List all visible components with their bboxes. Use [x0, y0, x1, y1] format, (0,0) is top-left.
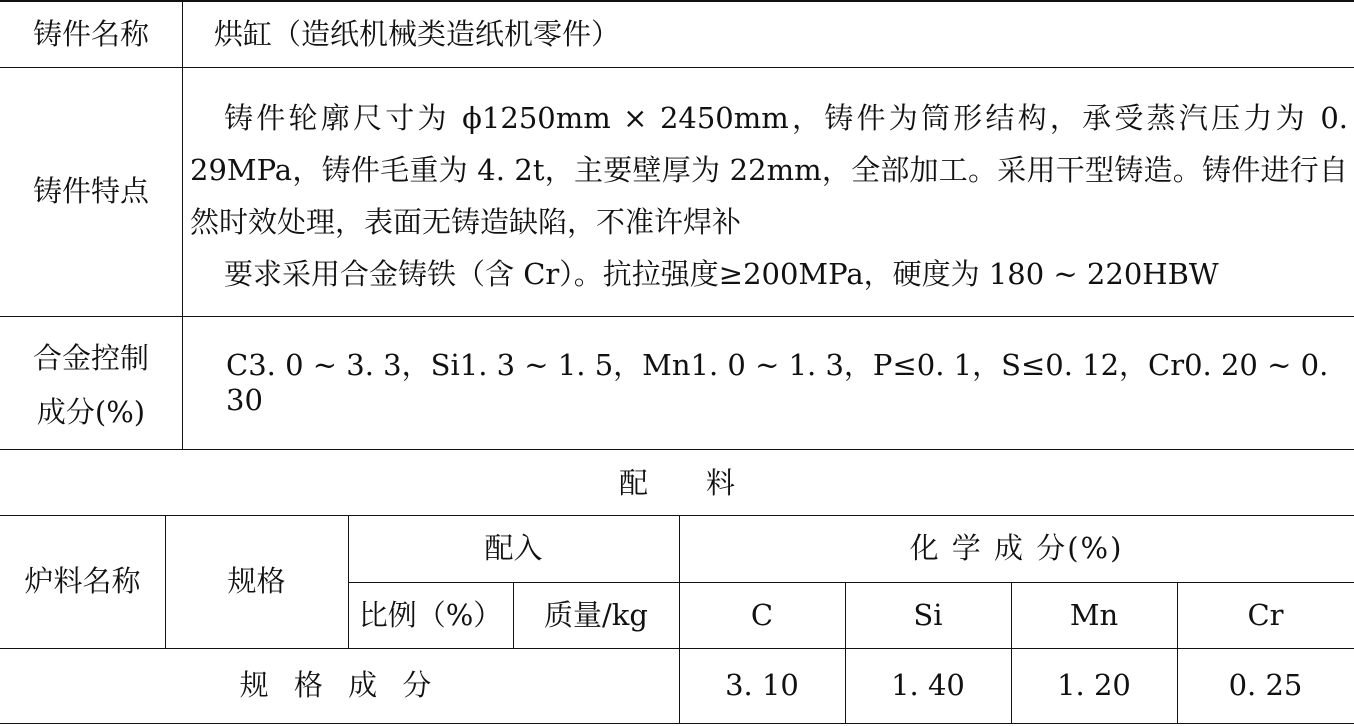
- header-mass: 质量/kg: [544, 597, 648, 632]
- row-divider: [0, 449, 1354, 450]
- casting-features-label: 铸件特点: [32, 174, 149, 209]
- casting-requirements-text: 要求采用合金铸铁（含 Cr）。抗拉强度≥200MPa，硬度为 180 ~ 220HBW: [224, 257, 1219, 291]
- table-bottom-border: [0, 723, 1354, 724]
- alloy-control-label: [0, 330, 182, 440]
- spec-c-value: 3. 10: [725, 668, 799, 703]
- header-chemical-composition: 化 学 成 分(%): [909, 531, 1124, 566]
- spec-composition-label: 规 格 成 分: [239, 668, 440, 703]
- casting-name-label: 铸件名称: [32, 17, 149, 52]
- header-material-name: 炉料名称: [24, 564, 141, 599]
- header-spec: 规格: [227, 564, 286, 599]
- spec-si-value: 1. 40: [891, 668, 965, 703]
- row-divider: [0, 67, 1354, 68]
- header-si: Si: [913, 597, 943, 632]
- alloy-control-label-line1: 合金控制: [32, 341, 149, 375]
- header-mn: Mn: [1069, 597, 1119, 632]
- header-c: C: [750, 597, 774, 632]
- casting-name-value: 烘缸（造纸机械类造纸机零件）: [214, 17, 621, 52]
- section-title: 配 料: [618, 465, 735, 500]
- label-column-divider: [182, 0, 183, 449]
- spec-mn-value: 1. 20: [1057, 668, 1131, 703]
- alloy-composition-value: C3. 0 ~ 3. 3，Si1. 3 ~ 1. 5，Mn1. 0 ~ 1. 3，P≤0. 1，S≤0. 12，Cr0. 20 ~ 0. 30: [226, 347, 1329, 417]
- header-input-group: 配入: [484, 531, 543, 566]
- header-ratio: 比例（%）: [358, 597, 503, 632]
- header-cr: Cr: [1247, 597, 1284, 632]
- spec-cr-value: 0. 25: [1228, 668, 1303, 703]
- casting-features-text: 铸件轮廓尺寸为 ϕ1250mm × 2450mm，铸件为筒形结构，承受蒸汽压力为 0. 29MPa，铸件毛重为 4. 2t，主要壁厚为 22mm，全部加工。采用干型铸造。铸件进行自然时效处理，表面无铸造缺陷，不准许焊补: [190, 101, 1348, 239]
- alloy-control-label-line2: 成分(%): [36, 395, 146, 429]
